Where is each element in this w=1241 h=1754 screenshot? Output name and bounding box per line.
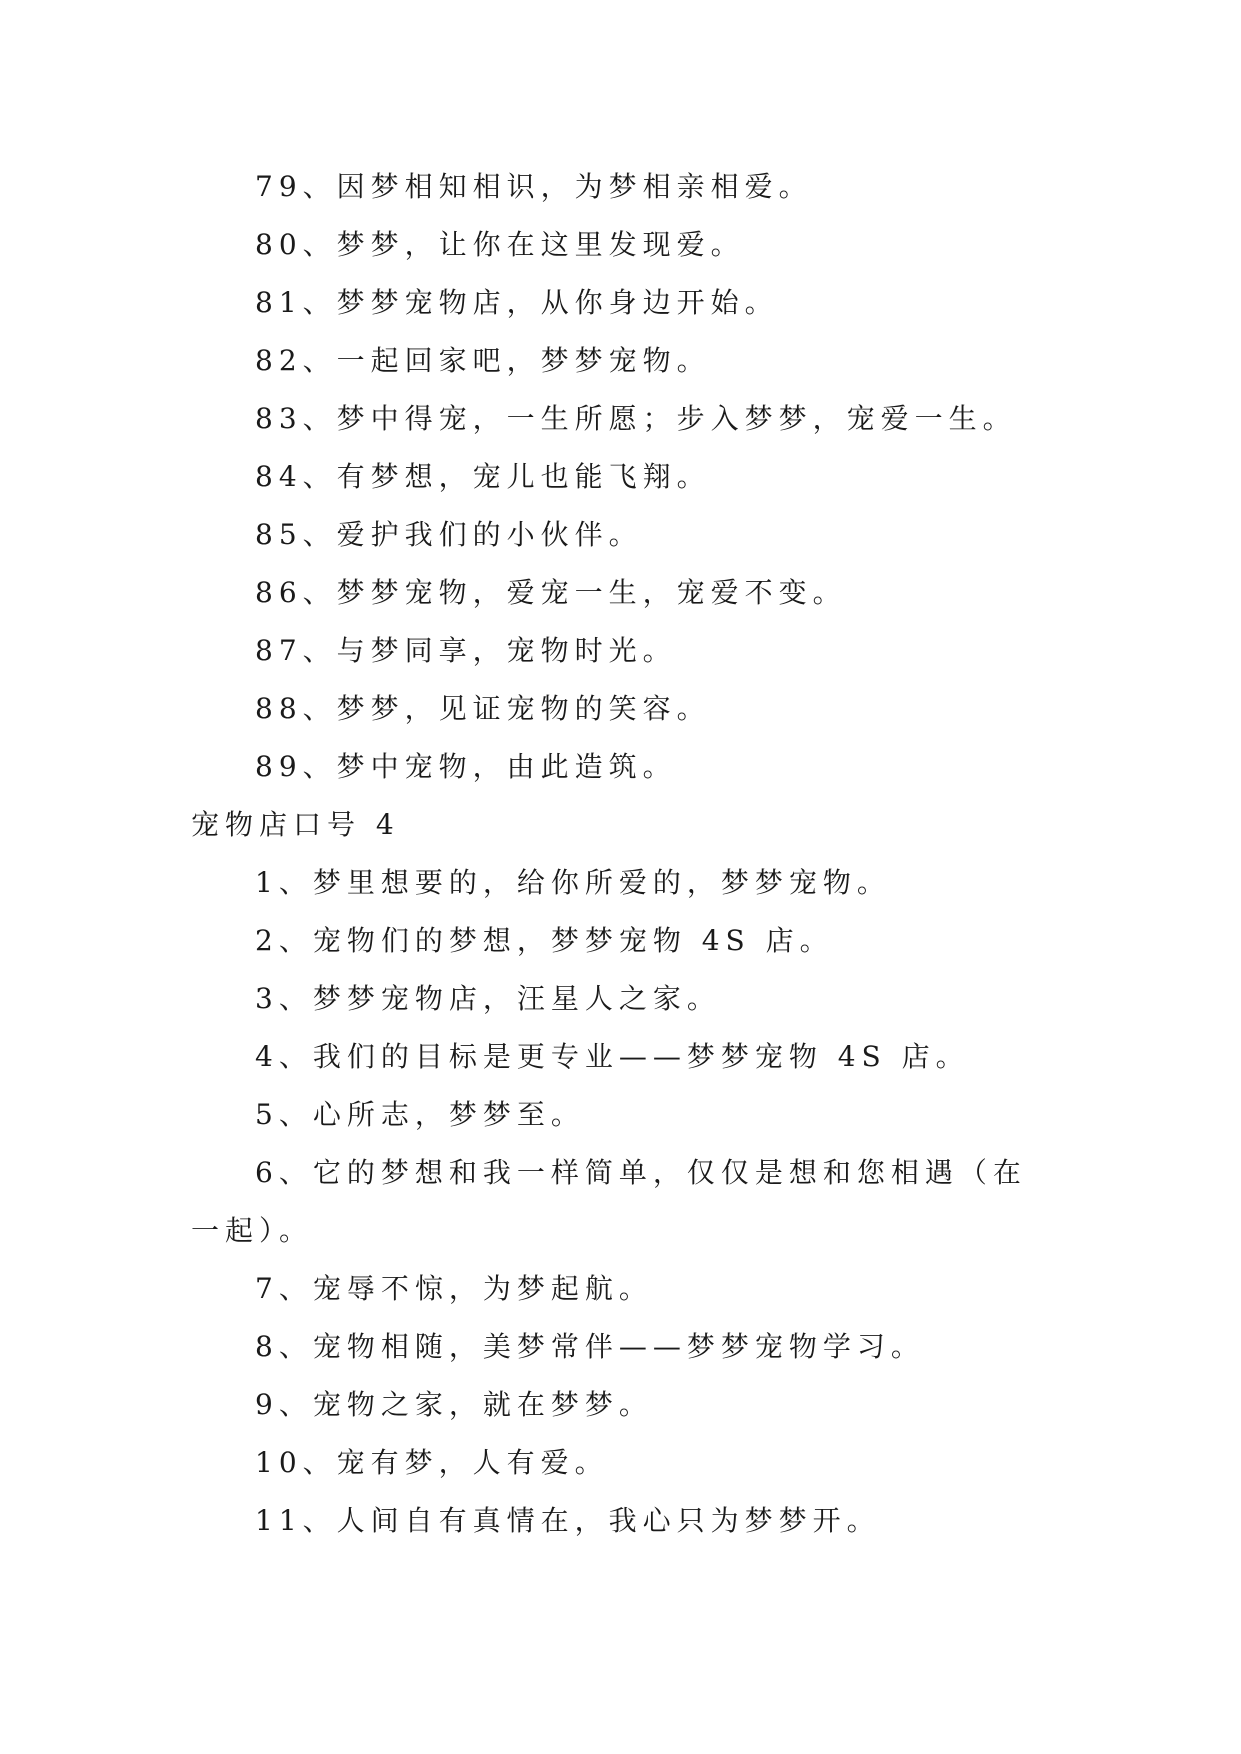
list-item: 89、梦中宠物，由此造筑。 [255, 750, 677, 783]
list-item: 6、它的梦想和我一样简单，仅仅是想和您相遇（在一起）。 [191, 1156, 1027, 1247]
document-body [191, 158, 1051, 1550]
list-item: 85、爱护我们的小伙伴。 [255, 518, 643, 551]
list-item: 5、心所志，梦梦至。 [255, 1098, 585, 1131]
list-item: 87、与梦同享，宠物时光。 [255, 634, 677, 667]
section-heading: 宠物店口号 4 [191, 808, 400, 841]
list-item: 4、我们的目标是更专业——梦梦宠物 4S 店。 [255, 1040, 970, 1073]
list-item: 11、人间自有真情在，我心只为梦梦开。 [255, 1504, 881, 1537]
list-item: 1、梦里想要的，给你所爱的，梦梦宠物。 [255, 866, 891, 899]
list-item: 88、梦梦，见证宠物的笑容。 [255, 692, 711, 725]
list-item: 9、宠物之家，就在梦梦。 [255, 1388, 653, 1421]
list-item: 81、梦梦宠物店，从你身边开始。 [255, 286, 779, 319]
list-item: 82、一起回家吧，梦梦宠物。 [255, 344, 711, 377]
list-item: 7、宠辱不惊，为梦起航。 [255, 1272, 653, 1305]
list-item: 2、宠物们的梦想，梦梦宠物 4S 店。 [255, 924, 834, 957]
list-item: 86、梦梦宠物，爱宠一生，宠爱不变。 [255, 576, 847, 609]
list-item: 80、梦梦，让你在这里发现爱。 [255, 228, 745, 261]
list-item: 3、梦梦宠物店，汪星人之家。 [255, 982, 721, 1015]
list-item: 8、宠物相随，美梦常伴——梦梦宠物学习。 [255, 1330, 925, 1363]
list-item: 10、宠有梦，人有爱。 [255, 1446, 609, 1479]
list-item: 83、梦中得宠，一生所愿；步入梦梦，宠爱一生。 [255, 402, 1017, 435]
list-item: 84、有梦想，宠儿也能飞翔。 [255, 460, 711, 493]
list-item: 79、因梦相知相识，为梦相亲相爱。 [255, 170, 813, 203]
